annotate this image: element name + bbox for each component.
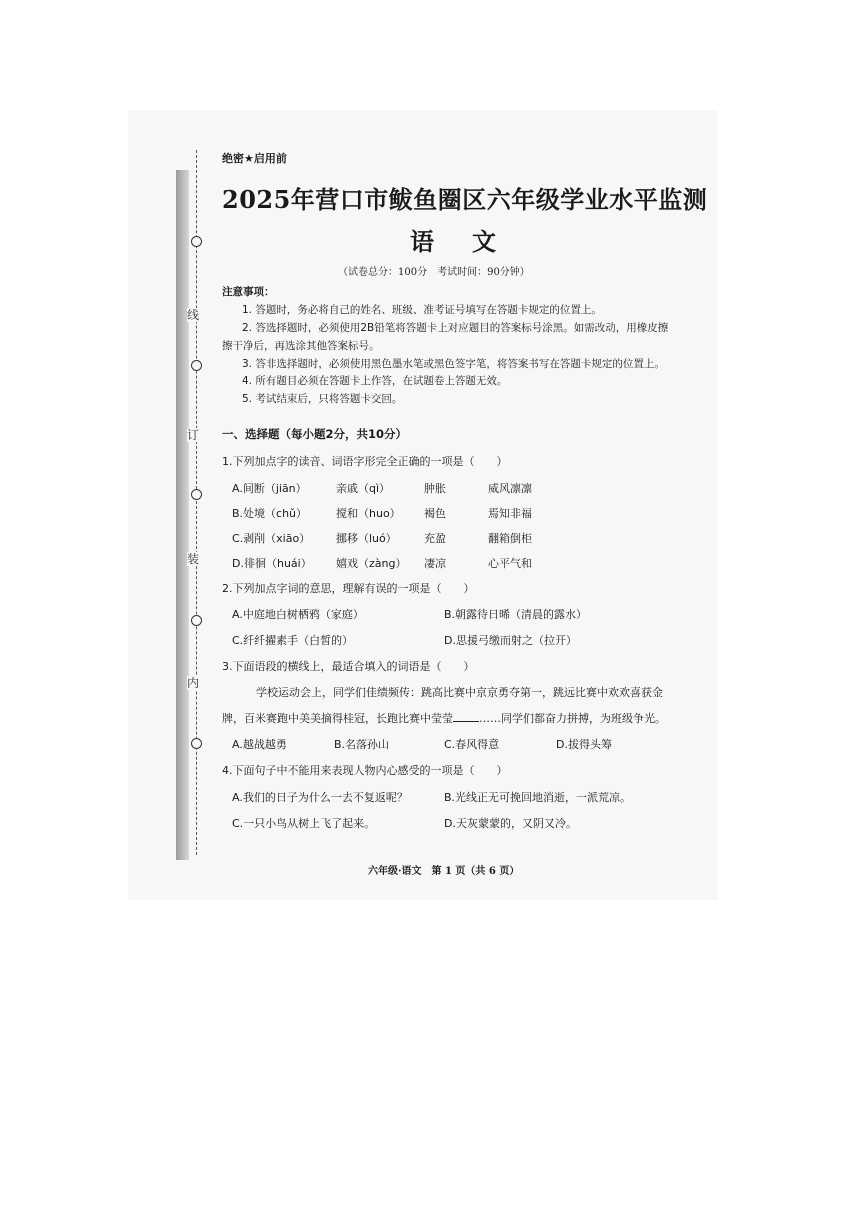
q3-passage-line2	[222, 710, 666, 726]
exam-info: （试卷总分：100分 考试时间：90分钟）	[338, 267, 530, 278]
binding-label-ding: 订	[187, 428, 200, 442]
q3-option-b: B.名落孙山	[334, 738, 390, 751]
q1-option-c-word2: 挪移（luó）	[336, 532, 397, 545]
notice-item: 擦干净后，再选涂其他答案标号。	[222, 340, 380, 352]
binding-label-nei: 内	[187, 676, 200, 690]
q1-option-a-word3: 肿胀	[424, 482, 446, 495]
q1-option-c-word1: C.剥削（xiāo）	[232, 532, 311, 545]
q2-option-b: B.朝露待日晞（清晨的露水）	[444, 608, 588, 621]
binding-hole	[191, 615, 202, 626]
secret-label: 绝密★启用前	[222, 152, 287, 165]
q4-option-d: D.天灰蒙蒙的，又阴又冷。	[444, 817, 577, 830]
notice-item: 5. 考试结束后，只将答题卡交回。	[242, 393, 403, 405]
notice-item: 1. 答题时，务必将自己的姓名、班级、准考证号填写在答题卡规定的位置上。	[242, 304, 602, 316]
q3-passage-line1: 学校运动会上，同学们佳绩频传：跳高比赛中京京勇夺第一，跳远比赛中欢欢喜获金	[256, 686, 663, 699]
q1-option-c-word3: 充盈	[424, 532, 446, 545]
q1-option-c-word4: 翻箱倒柜	[488, 532, 532, 545]
binding-hole	[191, 738, 202, 749]
notice-heading: 注意事项：	[222, 286, 275, 298]
q1-option-a-word1: A.间断（jiān）	[232, 482, 307, 495]
question-stem: 2.下列加点字词的意思，理解有误的一项是（ ）	[222, 582, 475, 595]
q1-option-b-word1: B.处境（chǔ）	[232, 507, 308, 520]
binding-dashed-line	[196, 150, 197, 855]
binding-label-zhuang: 装	[187, 552, 200, 566]
q2-option-c: C.纤纤擢素手（白皙的）	[232, 634, 354, 647]
section-title: 一、选择题（每小题2分，共10分）	[222, 427, 408, 441]
notice-item: 4. 所有题目必须在答题卡上作答，在试题卷上答题无效。	[242, 375, 508, 387]
binding-label-line: 线	[187, 308, 200, 322]
subject-title: 语文	[410, 227, 534, 256]
q1-option-d-word1: D.徘徊（huái）	[232, 557, 312, 570]
q1-option-b-word3: 褐色	[424, 507, 446, 520]
q2-option-d: D.思援弓缴而射之（拉开）	[444, 634, 577, 647]
q3-option-d: D.拔得头筹	[556, 738, 612, 751]
page-fold-shadow	[176, 170, 189, 860]
exam-title: 2025年营口市鲅鱼圈区六年级学业水平监测	[222, 185, 708, 214]
q3-passage-line2-end: ……同学们都奋力拼搏，为班级争光。	[479, 712, 666, 725]
q1-option-d-word2: 嬉戏（zàng）	[336, 557, 407, 570]
q1-option-a-word4: 威风凛凛	[488, 482, 532, 495]
binding-hole	[191, 489, 202, 500]
q3-passage-line2-start: 牌，百米赛跑中美美摘得桂冠，长跑比赛中莹莹	[222, 712, 453, 725]
q1-option-a-word2: 亲戚（qì）	[336, 482, 391, 495]
q1-option-b-word2: 搅和（huo）	[336, 507, 401, 520]
question-stem: 1.下列加点字的读音、词语字形完全正确的一项是（ ）	[222, 455, 508, 468]
answer-blank	[453, 721, 479, 722]
q3-option-c: C.春风得意	[444, 738, 500, 751]
q3-option-a: A.越战越勇	[232, 738, 287, 751]
binding-hole	[191, 236, 202, 247]
q4-option-a: A.我们的日子为什么一去不复返呢？	[232, 791, 408, 804]
q2-option-a: A.中庭地白树栖鸦（家庭）	[232, 608, 364, 621]
binding-hole	[191, 360, 202, 371]
notice-item: 2. 答选择题时，必须使用2B铅笔将答题卡上对应题目的答案标号涂黑。如需改动，用橡皮擦	[242, 322, 669, 334]
q4-option-b: B.光线正无可挽回地消逝，一派荒凉。	[444, 791, 632, 804]
q1-option-b-word4: 焉知非福	[488, 507, 532, 520]
notice-item: 3. 答非选择题时，必须使用黑色墨水笔或黑色签字笔，将答案书写在答题卡规定的位置上。	[242, 358, 665, 370]
q1-option-d-word3: 凄凉	[424, 557, 446, 570]
page-footer: 六年级·语文 第 1 页（共 6 页）	[368, 866, 520, 877]
q4-option-c: C.一只小鸟从树上飞了起来。	[232, 817, 376, 830]
question-stem: 3.下面语段的横线上，最适合填入的词语是（ ）	[222, 660, 475, 673]
q1-option-d-word4: 心平气和	[488, 557, 532, 570]
question-stem: 4.下面句子中不能用来表现人物内心感受的一项是（ ）	[222, 764, 508, 777]
